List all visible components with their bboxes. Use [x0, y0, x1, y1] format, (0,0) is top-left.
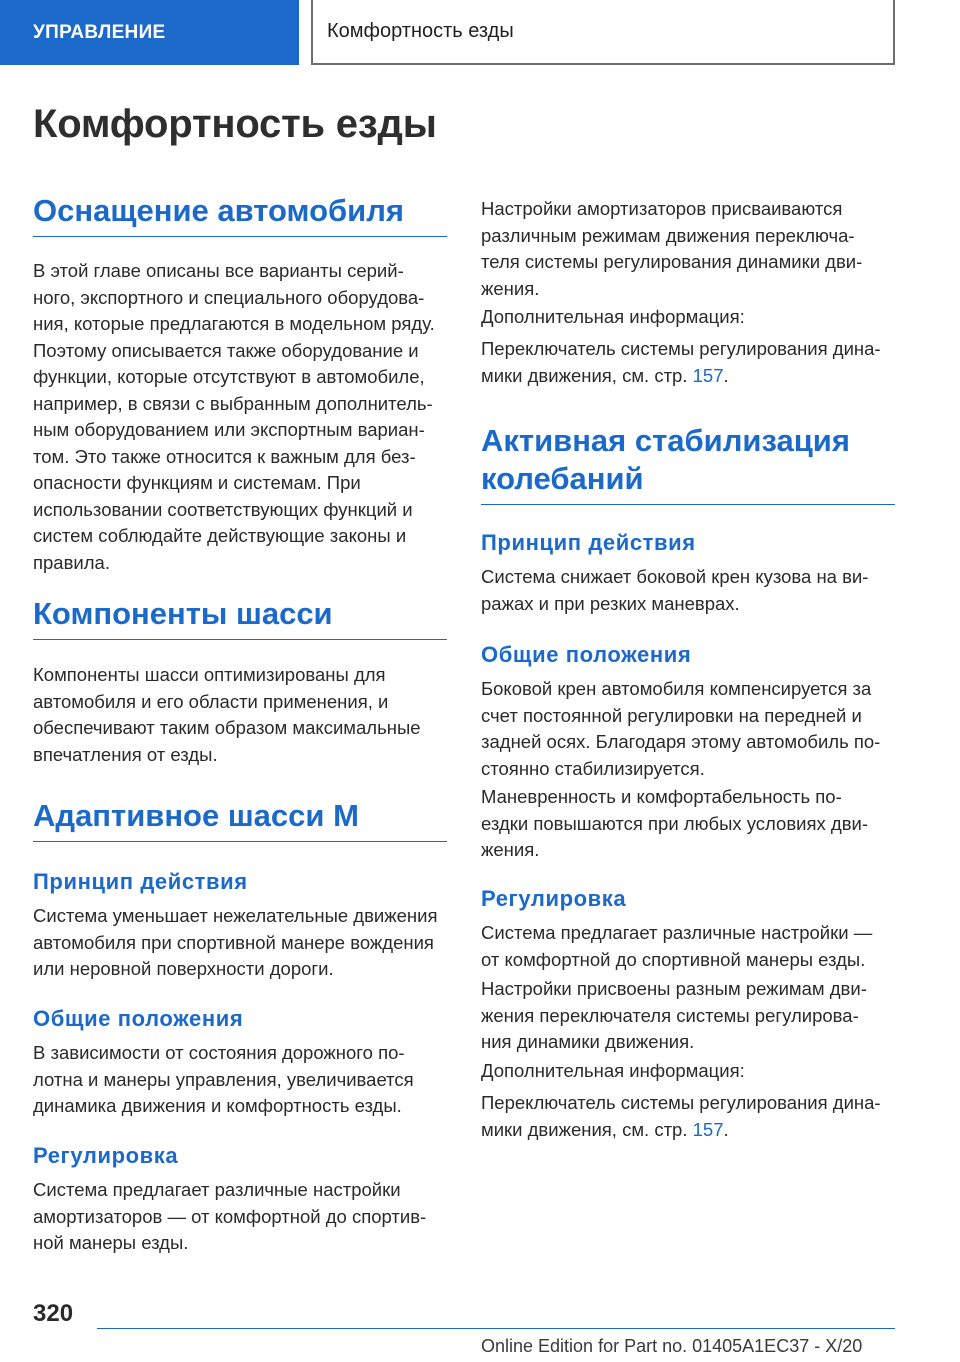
footer-edition: Online Edition for Part no. 01405A1EC37 - X/20	[481, 1336, 863, 1356]
equipment-paragraph: В этой главе описаны все варианты серий- ного, экспортного и специального оборудова- ния, которые предлагаются в модельном ряду. Поэтому описывается также оборудование и функции, которые отсутствуют в автомобиле, например, в связи с выбранным дополнитель- ным оборудованием или экспортным вариан- том. Это также относится к важным для без- опасности функциям и системам. При использовании соответствующих функций и систем соблюдайте действующие законы и правила.	[33, 260, 435, 573]
reference-text-2: Переключатель системы регулирования дина- мики движения, см. стр.	[481, 1092, 881, 1140]
page-link-157[interactable]: 157	[692, 364, 724, 386]
subheading-adjustment-2: Регулировка	[481, 886, 627, 911]
footer-divider	[97, 1328, 895, 1329]
adjustment-paragraph-2a: Система предлагает различные настройки — от комфортной до спортивной манеры езды.	[481, 922, 873, 970]
page-title: Комфортность езды	[33, 102, 437, 146]
chassis-components-paragraph: Компоненты шасси оптимизированы для автомобиля и его области применения, и обеспечивают таким образом максимальные впечатления от езды.	[33, 664, 421, 765]
subheading-principle: Принцип действия	[33, 869, 248, 894]
reference-end-2: .	[723, 1118, 729, 1140]
section-heading-active-stabilization: Активная стабилизация колебаний	[481, 422, 895, 505]
reference-end: .	[723, 364, 729, 386]
subheading-principle-2: Принцип действия	[481, 530, 696, 555]
section-tab[interactable]: УПРАВЛЕНИЕ	[0, 0, 299, 65]
damper-settings-paragraph: Настройки амортизаторов присваиваются различным режимам движения переключа- теля системы регулирования динамики дви- жения.	[481, 198, 863, 299]
chapter-title-box	[311, 0, 895, 65]
driving-dynamics-reference	[481, 336, 895, 389]
section-heading-equipment: Оснащение автомобиля	[33, 192, 447, 237]
page-link-157-2[interactable]: 157	[692, 1118, 724, 1140]
page-number: 320	[33, 1300, 74, 1327]
driving-dynamics-reference-2	[481, 1090, 895, 1143]
general-paragraph-2a: Боковой крен автомобиля компенсируется за счет постоянной регулировки на передней и задней осях. Благодаря этому автомобиль по- стоянно стабилизируется.	[481, 678, 881, 779]
section-heading-adaptive-chassis: Адаптивное шасси M	[33, 797, 447, 842]
section-heading-chassis-components: Компоненты шасси	[33, 595, 447, 640]
principle-paragraph: Система уменьшает нежелательные движения автомобиля при спортивной манере вождения или неровной поверхности дороги.	[33, 905, 438, 979]
subheading-adjustment: Регулировка	[33, 1143, 179, 1168]
adjustment-paragraph-2b: Настройки присвоены разным режимам дви- жения переключателя системы регулирова- ния динамики движения.	[481, 978, 867, 1052]
adjustment-paragraph: Система предлагает различные настройки амортизаторов — от комфортной до спортив- ной манеры езды.	[33, 1179, 427, 1253]
additional-info-label: Дополнительная информация:	[481, 306, 745, 327]
reference-text: Переключатель системы регулирования дина- мики движения, см. стр.	[481, 338, 881, 386]
general-paragraph-2b: Маневренность и комфортабельность по- ездки повышаются при любых условиях дви- жения.	[481, 786, 869, 860]
general-paragraph: В зависимости от состояния дорожного по- лотна и манеры управления, увеличивается динамика движения и комфортность езды.	[33, 1042, 414, 1116]
additional-info-label-2: Дополнительная информация:	[481, 1060, 745, 1081]
principle-paragraph-2: Система снижает боковой крен кузова на ви- ражах и при резких маневрах.	[481, 566, 869, 614]
subheading-general: Общие положения	[33, 1006, 244, 1031]
subheading-general-2: Общие положения	[481, 642, 692, 667]
chapter-title: Комфортность езды	[327, 20, 514, 42]
